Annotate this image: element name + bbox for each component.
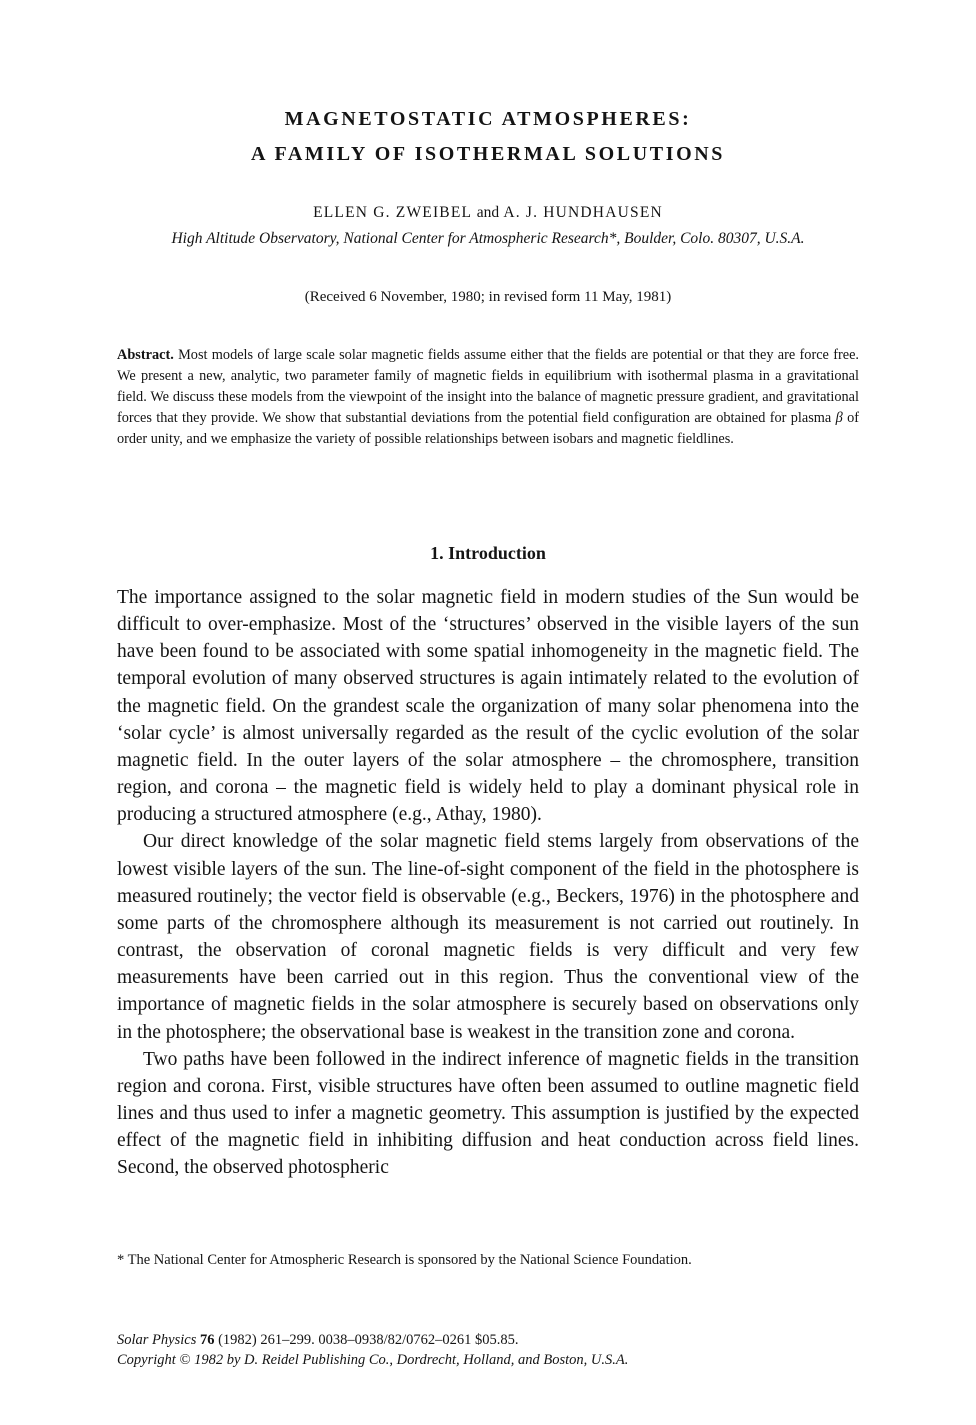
- section-heading: 1. Introduction: [430, 543, 546, 563]
- abstract-label: Abstract.: [117, 347, 174, 363]
- journal-name: Solar Physics: [117, 1332, 197, 1348]
- body-text: [117, 584, 859, 1181]
- abstract: [117, 345, 859, 450]
- author-conjunction: and: [476, 204, 500, 221]
- abstract-text-a: Most models of large scale solar magnetic fields assume either that the fields are potential or that they are force free. We present a new, analytic, two parameter family of magnetic fields in equilibrium with isothermal plasma in a gravitational field. We discuss these models from the viewpoint of the insight into the balance of magnetic pressure gradient, and gravitational forces that they provide. We show that substantial deviations from the potential field configuration are obtained for plasma: [117, 347, 859, 426]
- paper-title-line1: MAGNETOSTATIC ATMOSPHERES:: [284, 108, 692, 130]
- journal-volume: 76: [199, 1332, 215, 1348]
- copyright-line: [117, 1350, 859, 1370]
- author-first: ELLEN G. ZWEIBEL: [313, 204, 472, 221]
- journal-footer: [117, 1330, 859, 1370]
- paper-title-line2: A FAMILY OF ISOTHERMAL SOLUTIONS: [250, 143, 726, 165]
- received-dates: (Received 6 November, 1980; in revised form 11 May, 1981): [304, 289, 672, 305]
- footnote: * The National Center for Atmospheric Research is sponsored by the National Science Foundation.: [117, 1252, 692, 1268]
- paragraph-2: Our direct knowledge of the solar magnetic field stems largely from observations of the lowest visible layers of the sun. The line-of-sight component of the field in the photosphere is measured routinely; the vector field is observable (e.g., Beckers, 1976) in the photosphere and some parts of the chromosphere although its measurement is not carried out routinely. In contrast, the observation of coronal magnetic fields is very difficult and very few measurements have been carried out in this region. Thus the conventional view of the importance of magnetic fields in the solar atmosphere is securely based on observations only in the photosphere; the observational base is weakest in the transition zone and corona.: [117, 831, 859, 1043]
- author-line: [0, 204, 976, 222]
- author-second: A. J. HUNDHAUSEN: [503, 204, 663, 221]
- journal-citation: [117, 1330, 859, 1350]
- paragraph-1: The importance assigned to the solar magnetic field in modern studies of the Sun would be difficult to over-emphasize. Most of the ‘structures’ observed in the visible layers of the sun have been found to be associated with some spatial inhomogeneity in the magnetic field. The temporal evolution of many observed structures is again intimately related to the evolution of the magnetic field. On the grandest scale the organization of many solar phenomena into the ‘solar cycle’ is almost universally regarded as the result of the cyclic evolution of the solar magnetic field. In the outer layers of the solar atmosphere – the chromosphere, transition region, and corona – the magnetic field is widely held to play a dominant physical role in producing a structured atmosphere (e.g., Athay, 1980).: [117, 587, 859, 826]
- copyright-text: Copyright © 1982 by D. Reidel Publishing Co., Dordrecht, Holland, and Boston, U.S.A.: [117, 1352, 629, 1368]
- abstract-beta-symbol: β: [835, 409, 843, 426]
- paragraph-3: Two paths have been followed in the indirect inference of magnetic fields in the transition region and corona. First, visible structures have often been assumed to outline magnetic field lines and thus used to infer a magnetic geometry. This assumption is justified by the expected effect of the magnetic field in inhibiting diffusion and heat conduction across field lines. Second, the observed photospheric: [117, 1048, 859, 1179]
- affiliation: High Altitude Observatory, National Center for Atmospheric Research*, Boulder, Colo. 80307, U.S.A.: [171, 230, 805, 247]
- abstract-text-b: of order unity, and we emphasize the variety of possible relationships between isobars and magnetic fieldlines.: [117, 409, 859, 447]
- journal-pages: (1982) 261–299. 0038–0938/82/0762–0261 $05.85.: [218, 1332, 519, 1348]
